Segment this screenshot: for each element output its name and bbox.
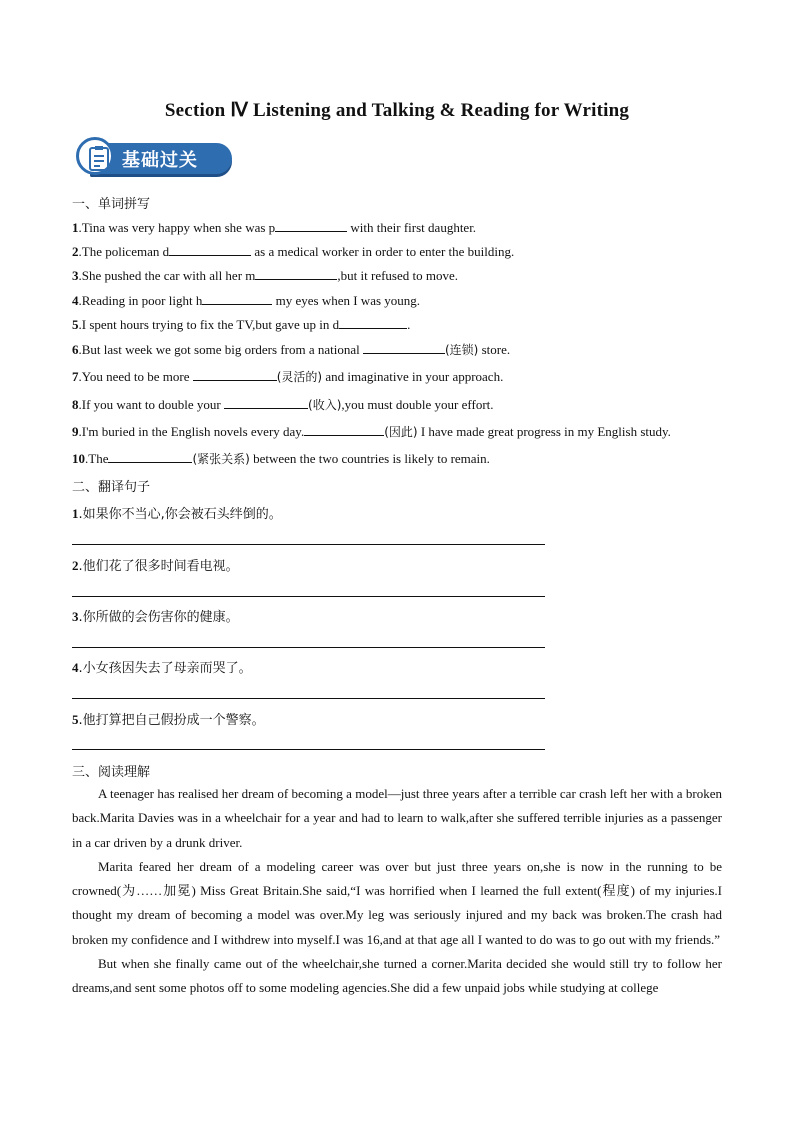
answer-blank[interactable] xyxy=(169,243,251,256)
answer-line[interactable] xyxy=(72,596,545,597)
section-heading-spelling: 一、单词拼写 xyxy=(72,197,151,212)
section-heading-translation: 二、翻译句子 xyxy=(72,480,151,495)
spelling-item: 9.I'm buried in the English novels every day. (因此) I have made great progress in my English study. xyxy=(72,424,671,439)
answer-blank[interactable] xyxy=(224,396,308,409)
spelling-item: 4.Reading in poor light h my eyes when I was young. xyxy=(72,293,421,308)
translation-item: 5.他打算把自己假扮成一个警察。 xyxy=(72,712,265,728)
passage-paragraph: But when she finally came out of the wheelchair,she turned a corner.Marita decided she would still try to follow her dreams,and sent some photos off to some modeling agencies.She did a few unpaid jobs while studying at college xyxy=(72,956,722,996)
answer-blank[interactable] xyxy=(202,292,272,305)
answer-blank[interactable] xyxy=(193,368,277,381)
answer-blank[interactable] xyxy=(108,450,192,463)
spelling-item: 7.You need to be more (灵活的) and imaginative in your approach. xyxy=(72,369,504,384)
answer-line[interactable] xyxy=(72,647,545,648)
spelling-item: 1.Tina was very happy when she was p with their first daughter. xyxy=(72,220,477,235)
answer-blank[interactable] xyxy=(304,423,384,436)
spelling-item: 6.But last week we got some big orders from a national (连锁) store. xyxy=(72,342,511,357)
translation-item: 3.你所做的会伤害你的健康。 xyxy=(72,609,239,625)
translation-item: 1.如果你不当心,你会被石头绊倒的。 xyxy=(72,506,282,522)
translation-item: 4.小女孩因失去了母亲而哭了。 xyxy=(72,660,252,676)
translation-item: 2.他们花了很多时间看电视。 xyxy=(72,558,239,574)
section-heading-reading: 三、阅读理解 xyxy=(72,765,151,780)
page-title: Section Ⅳ Listening and Talking & Reading for Writing xyxy=(164,100,630,121)
spelling-item: 3.She pushed the car with all her m ,but it refused to move. xyxy=(72,268,459,283)
section-badge xyxy=(76,139,232,179)
answer-blank[interactable] xyxy=(275,219,347,232)
spelling-item: 10.The (紧张关系) between the two countries is likely to remain. xyxy=(72,451,490,466)
reading-passage xyxy=(72,782,722,1001)
spelling-item: 8.If you want to double your (收入),you must double your effort. xyxy=(72,397,494,412)
badge-label: 基础过关 xyxy=(122,150,198,171)
answer-blank[interactable] xyxy=(255,267,337,280)
answer-line[interactable] xyxy=(72,698,545,699)
answer-blank[interactable] xyxy=(363,341,445,354)
spelling-item: 5.I spent hours trying to fix the TV,but gave up in d . xyxy=(72,317,411,332)
answer-line[interactable] xyxy=(72,544,545,545)
answer-blank[interactable] xyxy=(339,316,407,329)
passage-paragraph: Marita feared her dream of a modeling career was over but just three years on,she is now in the running to be crowned(为……加冕) Miss Great Britain.She said,“I was horrified when I learned the full extent(程度) of my injuries.I thought my dream of becoming a model was over.My leg was seriously injured and my back was broken.The crash had broken my confidence and I withdrew into myself.I was 16,and at that age all I wanted to do was to go out with my friends.” xyxy=(72,858,722,947)
spelling-item: 2.The policeman d as a medical worker in order to enter the building. xyxy=(72,244,515,259)
answer-line[interactable] xyxy=(72,749,545,750)
passage-paragraph: A teenager has realised her dream of becoming a model—just three years after a terrible car crash left her with a broken back.Marita Davies was in a wheelchair for a year and had to learn to walk,after she suffered terrible injuries as a passenger in a car driven by a drunk driver. xyxy=(72,786,722,850)
checklist-icon xyxy=(88,146,110,172)
